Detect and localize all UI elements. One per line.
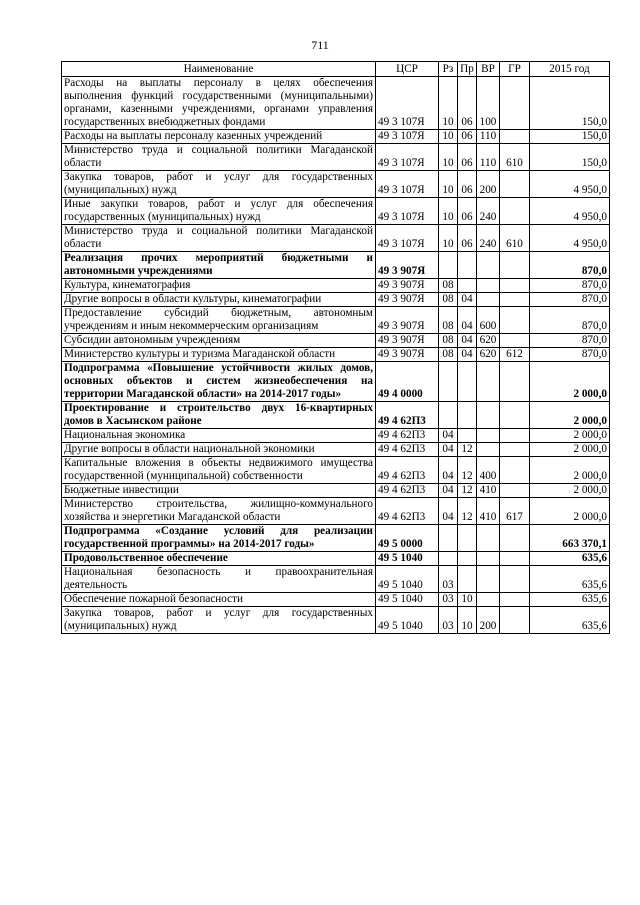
row-name: Расходы на выплаты персоналу в целях обеспечения выполнения функций государственными (муниципальными) органами, казенными учреждениями, органами управления государственных внебюджетных фондами bbox=[62, 77, 376, 130]
row-csr: 49 3 907Я bbox=[376, 252, 439, 279]
row-name: Министерство строительства, жилищно-коммунального хозяйства и энергетики Магаданской области bbox=[62, 498, 376, 525]
row-gr bbox=[500, 130, 530, 144]
row-pr: 12 bbox=[458, 457, 477, 484]
row-name: Подпрограмма «Повышение устойчивости жилых домов, основных объектов и систем жизнеобеспечения на территории Магаданской области» на 2014-2017 годы» bbox=[62, 362, 376, 402]
row-pr: 04 bbox=[458, 348, 477, 362]
row-name: Культура, кинематография bbox=[62, 279, 376, 293]
row-vr bbox=[477, 552, 500, 566]
header-name: Наименование bbox=[62, 62, 376, 77]
row-vr: 200 bbox=[477, 171, 500, 198]
header-gr: ГР bbox=[500, 62, 530, 77]
row-rz: 04 bbox=[439, 484, 458, 498]
row-gr bbox=[500, 429, 530, 443]
row-csr: 49 5 0000 bbox=[376, 525, 439, 552]
row-amount: 150,0 bbox=[530, 77, 610, 130]
row-csr: 49 3 907Я bbox=[376, 293, 439, 307]
table-row bbox=[62, 225, 610, 252]
row-rz bbox=[439, 552, 458, 566]
row-name: Другие вопросы в области национальной экономики bbox=[62, 443, 376, 457]
header-rz: Рз bbox=[439, 62, 458, 77]
row-gr: 617 bbox=[500, 498, 530, 525]
row-amount: 870,0 bbox=[530, 293, 610, 307]
table-row bbox=[62, 252, 610, 279]
row-csr: 49 3 107Я bbox=[376, 198, 439, 225]
table-row bbox=[62, 457, 610, 484]
row-csr: 49 5 1040 bbox=[376, 552, 439, 566]
row-pr bbox=[458, 279, 477, 293]
table-row bbox=[62, 362, 610, 402]
row-csr: 49 5 1040 bbox=[376, 566, 439, 593]
row-vr bbox=[477, 279, 500, 293]
row-name: Бюджетные инвестиции bbox=[62, 484, 376, 498]
row-rz bbox=[439, 362, 458, 402]
row-vr bbox=[477, 429, 500, 443]
table-row bbox=[62, 607, 610, 634]
row-csr: 49 5 1040 bbox=[376, 593, 439, 607]
row-amount: 870,0 bbox=[530, 334, 610, 348]
table-row bbox=[62, 171, 610, 198]
row-pr: 06 bbox=[458, 130, 477, 144]
row-gr: 610 bbox=[500, 225, 530, 252]
table-row bbox=[62, 443, 610, 457]
row-amount: 4 950,0 bbox=[530, 225, 610, 252]
row-pr bbox=[458, 402, 477, 429]
row-amount: 870,0 bbox=[530, 348, 610, 362]
row-gr: 612 bbox=[500, 348, 530, 362]
row-rz: 08 bbox=[439, 334, 458, 348]
row-vr bbox=[477, 293, 500, 307]
row-csr: 49 4 62П3 bbox=[376, 443, 439, 457]
row-rz: 03 bbox=[439, 607, 458, 634]
table-row bbox=[62, 198, 610, 225]
row-gr bbox=[500, 484, 530, 498]
row-amount: 635,6 bbox=[530, 593, 610, 607]
header-year: 2015 год bbox=[530, 62, 610, 77]
row-name: Закупка товаров, работ и услуг для государственных (муниципальных) нужд bbox=[62, 607, 376, 634]
row-csr: 49 3 107Я bbox=[376, 171, 439, 198]
row-gr bbox=[500, 607, 530, 634]
row-pr bbox=[458, 429, 477, 443]
row-gr bbox=[500, 525, 530, 552]
row-name: Продовольственное обеспечение bbox=[62, 552, 376, 566]
row-csr: 49 3 107Я bbox=[376, 77, 439, 130]
row-csr: 49 4 0000 bbox=[376, 362, 439, 402]
row-pr: 04 bbox=[458, 293, 477, 307]
row-gr bbox=[500, 307, 530, 334]
row-vr: 600 bbox=[477, 307, 500, 334]
row-pr: 06 bbox=[458, 171, 477, 198]
budget-table bbox=[61, 61, 610, 634]
header-csr: ЦСР bbox=[376, 62, 439, 77]
table-row bbox=[62, 293, 610, 307]
row-pr: 12 bbox=[458, 443, 477, 457]
row-pr: 04 bbox=[458, 307, 477, 334]
row-name: Закупка товаров, работ и услуг для государственных (муниципальных) нужд bbox=[62, 171, 376, 198]
row-amount: 150,0 bbox=[530, 130, 610, 144]
row-vr bbox=[477, 402, 500, 429]
row-rz: 08 bbox=[439, 279, 458, 293]
row-pr bbox=[458, 566, 477, 593]
row-amount: 4 950,0 bbox=[530, 171, 610, 198]
row-amount: 2 000,0 bbox=[530, 484, 610, 498]
table-row bbox=[62, 77, 610, 130]
row-gr bbox=[500, 362, 530, 402]
row-vr bbox=[477, 362, 500, 402]
row-vr bbox=[477, 566, 500, 593]
row-vr: 200 bbox=[477, 607, 500, 634]
row-name: Министерство культуры и туризма Магаданской области bbox=[62, 348, 376, 362]
row-amount: 2 000,0 bbox=[530, 498, 610, 525]
row-csr: 49 4 62П3 bbox=[376, 484, 439, 498]
table-row bbox=[62, 130, 610, 144]
row-csr: 49 5 1040 bbox=[376, 607, 439, 634]
row-vr bbox=[477, 593, 500, 607]
row-gr bbox=[500, 402, 530, 429]
row-amount: 2 000,0 bbox=[530, 429, 610, 443]
table-row bbox=[62, 279, 610, 293]
table-row bbox=[62, 348, 610, 362]
row-csr: 49 3 107Я bbox=[376, 130, 439, 144]
row-pr: 10 bbox=[458, 607, 477, 634]
row-name: Капитальные вложения в объекты недвижимого имущества государственной (муниципальной) собственности bbox=[62, 457, 376, 484]
row-gr bbox=[500, 443, 530, 457]
row-pr: 10 bbox=[458, 593, 477, 607]
row-amount: 2 000,0 bbox=[530, 443, 610, 457]
row-csr: 49 3 907Я bbox=[376, 348, 439, 362]
table-row bbox=[62, 566, 610, 593]
row-rz: 10 bbox=[439, 198, 458, 225]
header-pr: Пр bbox=[458, 62, 477, 77]
row-amount: 635,6 bbox=[530, 566, 610, 593]
row-pr bbox=[458, 362, 477, 402]
row-vr bbox=[477, 252, 500, 279]
header-vr: ВР bbox=[477, 62, 500, 77]
row-amount: 870,0 bbox=[530, 279, 610, 293]
page-number: 711 bbox=[311, 38, 329, 52]
row-vr: 110 bbox=[477, 144, 500, 171]
row-pr: 12 bbox=[458, 484, 477, 498]
row-amount: 2 000,0 bbox=[530, 402, 610, 429]
table-body bbox=[62, 77, 610, 634]
row-pr bbox=[458, 252, 477, 279]
row-name: Подпрограмма «Создание условий для реализации государственной программы» на 2014-2017 годы» bbox=[62, 525, 376, 552]
row-name: Другие вопросы в области культуры, кинематографии bbox=[62, 293, 376, 307]
row-name: Проектирование и строительство двух 16-квартирных домов в Хасынском районе bbox=[62, 402, 376, 429]
row-vr: 100 bbox=[477, 77, 500, 130]
table-row bbox=[62, 552, 610, 566]
table-row bbox=[62, 525, 610, 552]
row-amount: 870,0 bbox=[530, 252, 610, 279]
row-pr: 06 bbox=[458, 225, 477, 252]
row-csr: 49 3 907Я bbox=[376, 307, 439, 334]
row-gr bbox=[500, 293, 530, 307]
row-csr: 49 3 907Я bbox=[376, 279, 439, 293]
row-rz bbox=[439, 252, 458, 279]
row-rz: 08 bbox=[439, 293, 458, 307]
table-row bbox=[62, 144, 610, 171]
row-amount: 635,6 bbox=[530, 552, 610, 566]
row-rz: 04 bbox=[439, 498, 458, 525]
row-gr bbox=[500, 334, 530, 348]
row-rz: 10 bbox=[439, 171, 458, 198]
row-rz: 10 bbox=[439, 225, 458, 252]
header-row bbox=[62, 62, 610, 77]
row-csr: 49 4 62П3 bbox=[376, 402, 439, 429]
table-row bbox=[62, 334, 610, 348]
table-row bbox=[62, 484, 610, 498]
row-vr: 400 bbox=[477, 457, 500, 484]
row-vr: 410 bbox=[477, 484, 500, 498]
row-name: Министерство труда и социальной политики Магаданской области bbox=[62, 144, 376, 171]
row-vr bbox=[477, 443, 500, 457]
row-rz: 03 bbox=[439, 566, 458, 593]
row-name: Национальная экономика bbox=[62, 429, 376, 443]
row-amount: 150,0 bbox=[530, 144, 610, 171]
row-name: Предоставление субсидий бюджетным, автономным учреждениям и иным некоммерческим организациям bbox=[62, 307, 376, 334]
row-gr bbox=[500, 198, 530, 225]
row-amount: 4 950,0 bbox=[530, 198, 610, 225]
row-vr bbox=[477, 525, 500, 552]
row-rz: 08 bbox=[439, 307, 458, 334]
row-csr: 49 4 62П3 bbox=[376, 457, 439, 484]
row-rz: 03 bbox=[439, 593, 458, 607]
row-csr: 49 3 107Я bbox=[376, 144, 439, 171]
row-csr: 49 3 907Я bbox=[376, 334, 439, 348]
row-gr bbox=[500, 457, 530, 484]
row-vr: 240 bbox=[477, 225, 500, 252]
row-name: Иные закупки товаров, работ и услуг для обеспечения государственных (муниципальных) нужд bbox=[62, 198, 376, 225]
row-csr: 49 4 62П3 bbox=[376, 498, 439, 525]
row-pr bbox=[458, 525, 477, 552]
row-rz: 08 bbox=[439, 348, 458, 362]
row-pr: 06 bbox=[458, 77, 477, 130]
row-pr: 04 bbox=[458, 334, 477, 348]
row-vr: 620 bbox=[477, 334, 500, 348]
row-vr: 110 bbox=[477, 130, 500, 144]
row-vr: 410 bbox=[477, 498, 500, 525]
row-amount: 635,6 bbox=[530, 607, 610, 634]
row-gr bbox=[500, 593, 530, 607]
row-gr bbox=[500, 77, 530, 130]
row-csr: 49 3 107Я bbox=[376, 225, 439, 252]
row-pr bbox=[458, 552, 477, 566]
row-gr bbox=[500, 252, 530, 279]
row-name: Расходы на выплаты персоналу казенных учреждений bbox=[62, 130, 376, 144]
row-amount: 870,0 bbox=[530, 307, 610, 334]
row-name: Министерство труда и социальной политики Магаданской области bbox=[62, 225, 376, 252]
row-rz: 04 bbox=[439, 457, 458, 484]
row-gr bbox=[500, 552, 530, 566]
table-row bbox=[62, 593, 610, 607]
row-name: Обеспечение пожарной безопасности bbox=[62, 593, 376, 607]
row-gr bbox=[500, 566, 530, 593]
row-amount: 2 000,0 bbox=[530, 362, 610, 402]
table-row bbox=[62, 402, 610, 429]
table-row bbox=[62, 498, 610, 525]
row-gr bbox=[500, 279, 530, 293]
row-rz: 10 bbox=[439, 77, 458, 130]
row-rz: 10 bbox=[439, 130, 458, 144]
row-rz bbox=[439, 402, 458, 429]
row-rz: 10 bbox=[439, 144, 458, 171]
row-vr: 620 bbox=[477, 348, 500, 362]
row-amount: 663 370,1 bbox=[530, 525, 610, 552]
row-pr: 12 bbox=[458, 498, 477, 525]
row-name: Реализация прочих мероприятий бюджетными и автономными учреждениями bbox=[62, 252, 376, 279]
row-name: Национальная безопасность и правоохранительная деятельность bbox=[62, 566, 376, 593]
table-row bbox=[62, 429, 610, 443]
row-pr: 06 bbox=[458, 144, 477, 171]
row-amount: 2 000,0 bbox=[530, 457, 610, 484]
row-gr bbox=[500, 171, 530, 198]
row-rz: 04 bbox=[439, 443, 458, 457]
row-rz bbox=[439, 525, 458, 552]
row-pr: 06 bbox=[458, 198, 477, 225]
row-vr: 240 bbox=[477, 198, 500, 225]
table-row bbox=[62, 307, 610, 334]
row-gr: 610 bbox=[500, 144, 530, 171]
row-name: Субсидии автономным учреждениям bbox=[62, 334, 376, 348]
row-csr: 49 4 62П3 bbox=[376, 429, 439, 443]
row-rz: 04 bbox=[439, 429, 458, 443]
